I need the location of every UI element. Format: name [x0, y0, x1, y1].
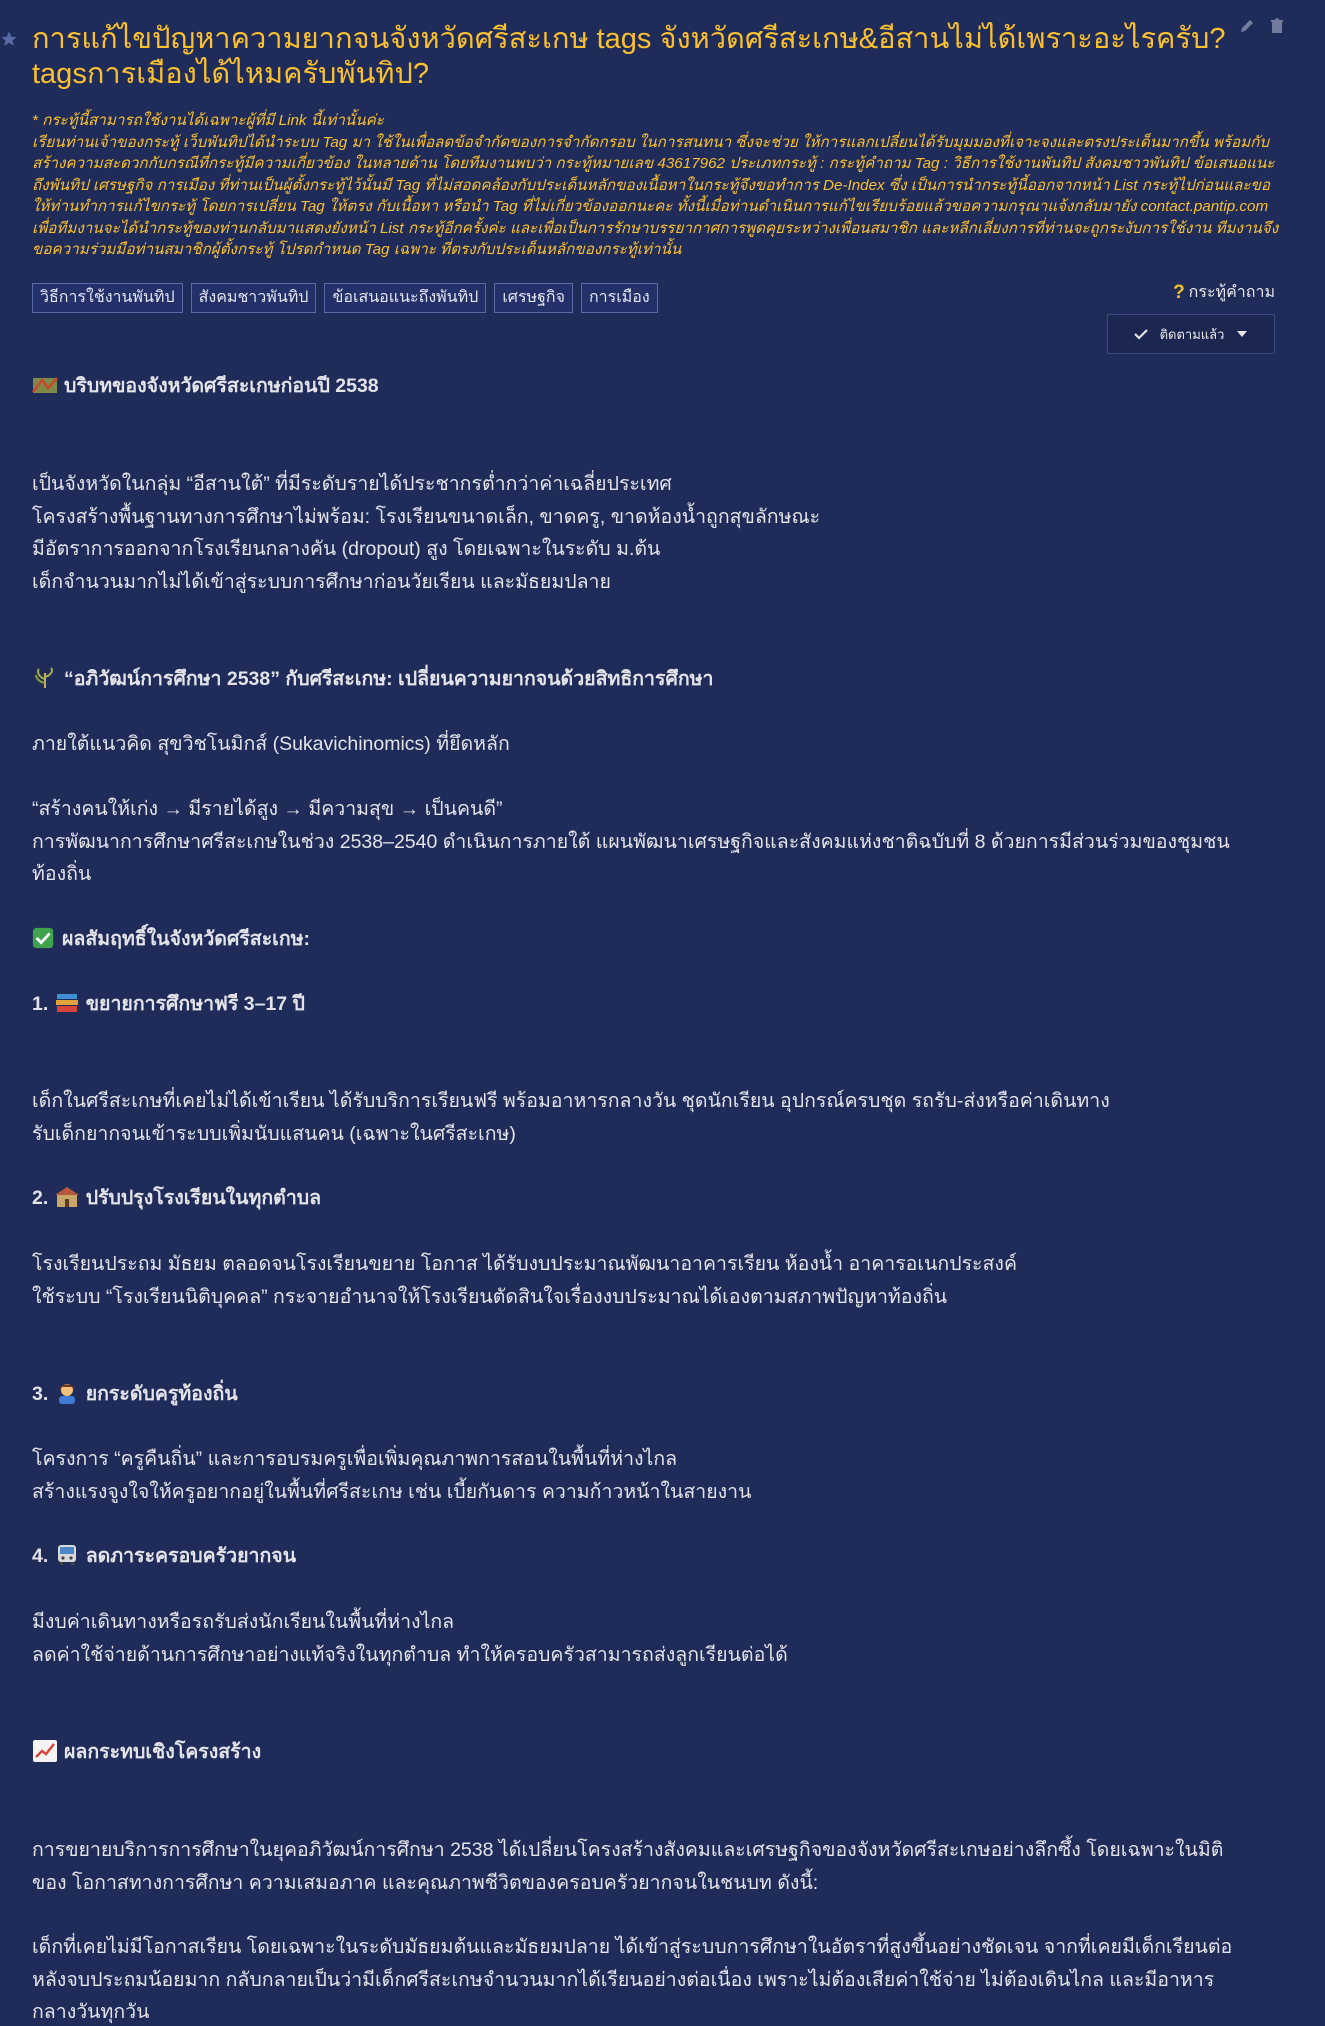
text-line: ลดค่าใช้จ่ายด้านการศึกษาอย่างแท้จริงในทุกตำบล ทำให้ครอบครัวสามารถส่งลูกเรียนต่อได้ — [32, 1643, 788, 1666]
text-line: หลังจบประถมน้อยมาก กลับกลายเป็นว่ามีเด็กศรีสะเกษจำนวนมากได้เรียนอย่างต่อเนื่อง เพราะไม่ต้องเสียค่าใช้จ่าย ไม่ต้องเดินไกล และมีอาหาร — [32, 1968, 1215, 1991]
books-icon — [54, 992, 80, 1014]
paragraph — [32, 1248, 1292, 1313]
heading-text: “อภิวัฒน์การศึกษา 2538” กับศรีสะเกษ: เปลี่ยนความยากจนด้วยสิทธิการศึกษา — [64, 668, 714, 690]
follow-button[interactable] — [1107, 314, 1275, 354]
tag-list — [32, 283, 658, 313]
text-line: “สร้างคนให้เก่ง → มีรายได้สูง → มีความสุข → เป็นคนดี” — [32, 798, 503, 820]
text-line: การขยายบริการการศึกษาในยุคอภิวัฒน์การศึกษา 2538 ได้เปลี่ยนโครงสร้างสังคมและเศรษฐกิจของจังหวัดศรีสะเกษอย่างลึกซึ้ง โดยเฉพาะในมิติ — [32, 1839, 1224, 1861]
text-line: เด็กจำนวนมากไม่ได้เข้าสู่ระบบการศึกษาก่อนวัยเรียน และมัธยมปลาย — [32, 570, 611, 593]
text-line: รับเด็กยากจนเข้าระบบเพิ่มนับแสนคน (เฉพาะในศรีสะเกษ) — [32, 1122, 516, 1145]
item-number: 1. — [32, 993, 49, 1015]
paragraph — [32, 1443, 1292, 1508]
tag-item[interactable]: การเมือง — [581, 283, 658, 313]
section-heading — [32, 1736, 1292, 1769]
notice-body: เรียนท่านเจ้าของกระทู้ เว็บพันทิปได้นำระบบ Tag มา ใช้ในเพื่อลดข้อจำกัดของการจำกัดกรอบ ในการสนทนา ซึ่งจะช่วย ให้การแลกเปลี่ยนได้รับมุมมองที่เจาะจงและตรงประเด็นมากขึ้น พร้อมกับสร้างความสะดวกกับกรณีที่กระทู้มีความเกี่ยวข้อง ในหลายด้าน โดยทีมงานพบว่า กระทู้หมายเลข 43617962 ประเภทกระทู้ : กระทู้คำถาม Tag : วิธีการใช้งานพันทิป สังคมชาวพันทิป ข้อเสนอแนะถึงพันทิป เศรษฐกิจ การเมือง ที่ท่านเป็นผู้ตั้งกระทู้ไว้นั้นมี Tag ที่ไม่สอดคล้องกับประเด็นหลักของเนื้อหาในกระทู้จึงขอทำการ De-Index ซึ่ง เป็นการนำกระทู้นี้ออกจากหน้า List กระทู้ไปก่อนและขอให้ท่านทำการแก้ไขกระทู้ โดยการเปลี่ยน Tag ให้ตรง กับเนื้อหา หรือนำ Tag ที่ไม่เกี่ยวข้องออกนะคะ ทั้งนี้เมื่อท่านดำเนินการแก้ไขเรียบร้อยแล้วขอความกรุณาแจ้งกลับมายัง contact.pantip.com เพื่อทีมงานจะได้นำกระทู้ของท่านกลับมาแสดงยังหน้า List กระทู้อีกครั้งค่ะ และเพื่อเป็นการรักษาบรรยากาศการพูดคุยระหว่างเพื่อนสมาชิก และหลีกเลี่ยงการที่ท่านจะถูกระงับการใช้งาน ทีมงานจึงขอความร่วมมือท่านสมาชิกผู้ตั้งกระทู้ โปรดกำหนด Tag เฉพาะ ที่ตรงกับประเด็นหลักของกระทู้เท่านั้น — [32, 133, 1279, 258]
text-line: เด็กที่เคยไม่มีโอกาสเรียน โดยเฉพาะในระดับมัธยมต้นและมัธยมปลาย ได้เข้าสู่ระบบการศึกษาในอัตราที่สูงขึ้นอย่างชัดเจน จากที่เคยมีเด็กเรียนต่อ — [32, 1936, 1233, 1958]
heading-text: บริบทของจังหวัดศรีสะเกษก่อนปี 2538 — [64, 375, 379, 397]
edit-icon[interactable] — [1239, 18, 1255, 34]
paragraph — [32, 728, 1292, 761]
section-heading — [32, 1540, 1292, 1573]
paragraph — [32, 1606, 1292, 1671]
moderator-notice — [32, 110, 1282, 261]
text-line: มีงบค่าเดินทางหรือรถรับส่งนักเรียนในพื้นที่ห่างไกล — [32, 1611, 455, 1633]
tag-item[interactable]: สังคมชาวพันทิป — [191, 283, 317, 313]
text-line: ท้องถิ่น — [32, 863, 92, 885]
topic-title: การแก้ไขปัญหาความยากจนจังหวัดศรีสะเกษ tags จังหวัดศรีสะเกษ&อีสานไม่ได้เพราะอะไรครับ? tagsการเมืองได้ไหมครับพันทิป? — [32, 23, 1226, 90]
text-line: เป็นจังหวัดในกลุ่ม “อีสานใต้” ที่มีระดับรายได้ประชากรต่ำกว่าค่าเฉลี่ยประเทศ — [32, 473, 672, 495]
follow-button-label: ติดตามแล้ว — [1159, 326, 1225, 342]
heading-text: ขยายการศึกษาฟรี 3–17 ปี — [85, 993, 305, 1015]
section-heading — [32, 663, 1292, 696]
tag-item[interactable]: วิธีการใช้งานพันทิป — [32, 283, 183, 313]
delete-icon[interactable] — [1269, 18, 1285, 34]
rice-plant-icon — [32, 667, 58, 689]
heading-text: ลดภาระครอบครัวยากจน — [85, 1545, 297, 1567]
tag-item[interactable]: เศรษฐกิจ — [494, 283, 573, 313]
item-number: 4. — [32, 1545, 49, 1567]
teacher-icon — [54, 1382, 80, 1404]
paragraph — [32, 793, 1292, 891]
chevron-down-icon — [1236, 330, 1248, 338]
question-mark-icon: ? — [1173, 281, 1185, 303]
school-icon — [54, 1186, 80, 1208]
text-line: โครงการ “ครูคืนถิ่น” และการอบรมครูเพื่อเพิ่มคุณภาพการสอนในพื้นที่ห่างไกล — [32, 1448, 678, 1470]
item-number: 3. — [32, 1383, 49, 1405]
paragraph — [32, 1085, 1292, 1150]
section-heading — [32, 1378, 1292, 1411]
star-icon[interactable] — [0, 30, 18, 48]
notice-first-line: * กระทู้นี้สามารถใช้งานได้เฉพาะผู้ที่มี Link นี้เท่านั้นค่ะ — [32, 112, 384, 129]
item-number: 2. — [32, 1187, 49, 1209]
chart-increasing-icon — [32, 1740, 58, 1762]
text-line: โรงเรียนประถม มัธยม ตลอดจนโรงเรียนขยาย โอกาส ได้รับงบประมาณพัฒนาอาคารเรียน ห้องน้ำ อาคารอเนกประสงค์ — [32, 1253, 1017, 1275]
text-line: กลางวันทุกวัน — [32, 2001, 150, 2023]
text-line: ใช้ระบบ “โรงเรียนนิติบุคคล” กระจายอำนาจให้โรงเรียนตัดสินใจเรื่องงบประมาณได้เองตามสภาพปัญหาท้องถิ่น — [32, 1285, 948, 1308]
heading-text: ผลสัมฤทธิ์ในจังหวัดศรีสะเกษ: — [62, 928, 311, 950]
heading-text: ปรับปรุงโรงเรียนในทุกตำบล — [85, 1187, 322, 1209]
question-type-label: กระทู้คำถาม — [1188, 284, 1275, 301]
text-line: โครงสร้างพื้นฐานทางการศึกษาไม่พร้อม: โรงเรียนขนาดเล็ก, ขาดครู, ขาดห้องน้ำถูกสุขลักษณะ — [32, 505, 821, 528]
bus-icon — [54, 1544, 80, 1566]
question-type — [1173, 280, 1275, 305]
section-heading — [32, 988, 1292, 1021]
text-line: การพัฒนาการศึกษาศรีสะเกษในช่วง 2538–2540 ดำเนินการภายใต้ แผนพัฒนาเศรษฐกิจและสังคมแห่งชาติฉบับที่ 8 ด้วยการมีส่วนร่วมของชุมชน — [32, 830, 1230, 853]
section-heading — [32, 1182, 1292, 1215]
section-heading — [32, 370, 1292, 403]
section-heading — [32, 923, 1292, 956]
heading-text: ยกระดับครูท้องถิ่น — [85, 1383, 238, 1405]
check-icon — [1134, 328, 1148, 340]
text-line: มีอัตราการออกจากโรงเรียนกลางคัน (dropout) สูง โดยเฉพาะในระดับ ม.ต้น — [32, 538, 661, 560]
text-line: สร้างแรงจูงใจให้ครูอยากอยู่ในพื้นที่ศรีสะเกษ เช่น เบี้ยกันดาร ความก้าวหน้าในสายงาน — [32, 1480, 752, 1503]
text-line: ของ โอกาสทางการศึกษา ความเสมอภาค และคุณภาพชีวิตของครอบครัวยากจนในชนบท ดังนี้: — [32, 1871, 819, 1894]
text-line: เด็กในศรีสะเกษที่เคยไม่ได้เข้าเรียน ได้รับบริการเรียนฟรี พร้อมอาหารกลางวัน ชุดนักเรียน อุปกรณ์ครบชุด รถรับ-ส่งหรือค่าเดินทาง — [32, 1090, 1110, 1112]
paragraph — [32, 468, 1292, 598]
tag-item[interactable]: ข้อเสนอแนะถึงพันทิป — [324, 283, 486, 313]
check-mark-icon — [32, 927, 56, 949]
text-line: ภายใต้แนวคิด สุขวิชโนมิกส์ (Sukavichinomics) ที่ยึดหลัก — [32, 733, 510, 755]
heading-text: ผลกระทบเชิงโครงสร้าง — [64, 1741, 262, 1763]
topic-tools — [1239, 18, 1285, 34]
paragraph — [32, 1834, 1292, 1899]
paragraph — [32, 1931, 1292, 2026]
map-icon — [32, 374, 58, 396]
